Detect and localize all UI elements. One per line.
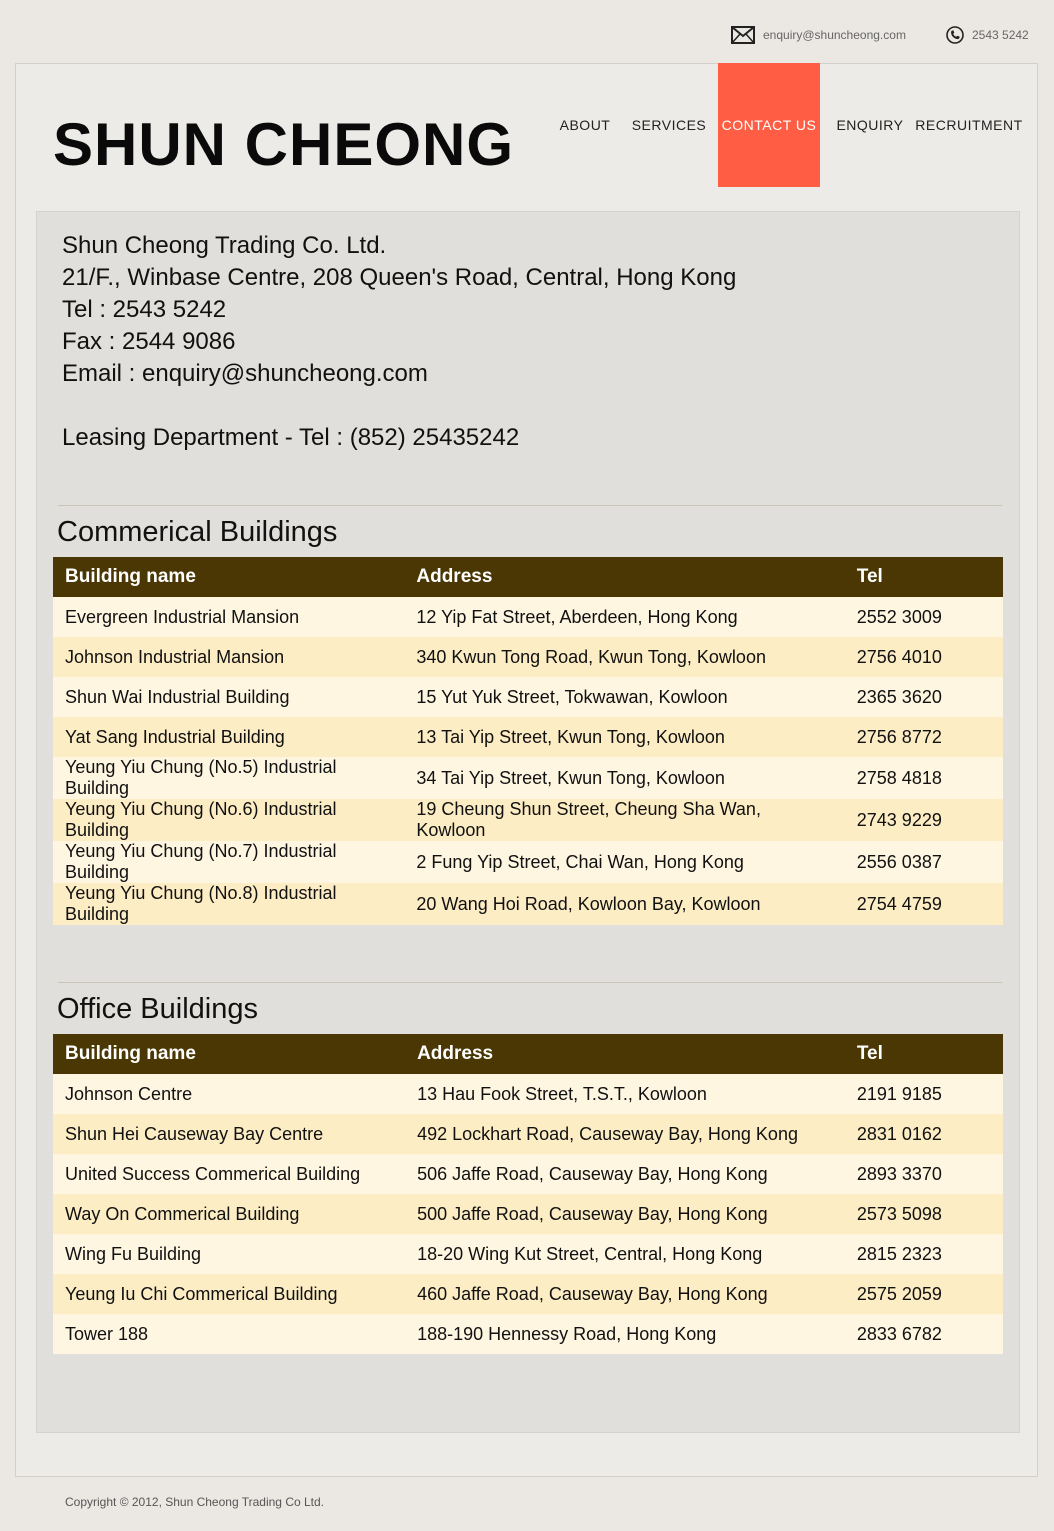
table-header-row — [53, 1034, 1003, 1074]
phone-icon — [946, 26, 964, 44]
company-fax: Fax : 2544 9086 — [62, 328, 236, 355]
table-row — [53, 1154, 1003, 1194]
col-building-name: Building name — [53, 1034, 405, 1074]
building-tel: 2831 0162 — [845, 1114, 1003, 1154]
table-row — [53, 757, 1003, 799]
site-logo[interactable]: SHUN CHEONG — [53, 111, 515, 178]
table-row — [53, 1234, 1003, 1274]
building-address: 492 Lockhart Road, Causeway Bay, Hong Kong — [405, 1114, 845, 1154]
building-tel: 2758 4818 — [845, 757, 1003, 799]
building-address: 19 Cheung Shun Street, Cheung Sha Wan, Kowloon — [404, 799, 844, 841]
building-name: Yeung Yiu Chung (No.7) Industrial Building — [53, 841, 404, 883]
section-divider — [58, 982, 1002, 983]
building-tel: 2756 8772 — [845, 717, 1003, 757]
building-name: Evergreen Industrial Mansion — [53, 597, 404, 637]
building-tel: 2552 3009 — [845, 597, 1003, 637]
table-row — [53, 799, 1003, 841]
nav-services[interactable]: SERVICES — [631, 117, 707, 133]
building-address: 460 Jaffe Road, Causeway Bay, Hong Kong — [405, 1274, 845, 1314]
top-phone[interactable] — [946, 26, 1029, 44]
nav-contact-us[interactable]: CONTACT US — [718, 63, 820, 187]
building-address: 2 Fung Yip Street, Chai Wan, Hong Kong — [404, 841, 844, 883]
col-address: Address — [405, 1034, 845, 1074]
table-row — [53, 1074, 1003, 1114]
nav-enquiry[interactable]: ENQUIRY — [836, 117, 904, 133]
main-nav — [0, 63, 1054, 187]
building-tel: 2365 3620 — [845, 677, 1003, 717]
building-name: Johnson Centre — [53, 1074, 405, 1114]
table-row — [53, 717, 1003, 757]
building-name: Shun Hei Causeway Bay Centre — [53, 1114, 405, 1154]
table-row — [53, 677, 1003, 717]
company-address: 21/F., Winbase Centre, 208 Queen's Road, Central, Hong Kong — [62, 264, 737, 291]
building-address: 18-20 Wing Kut Street, Central, Hong Kong — [405, 1234, 845, 1274]
building-tel: 2756 4010 — [845, 637, 1003, 677]
top-email[interactable] — [731, 26, 906, 44]
contact-info — [62, 230, 736, 454]
nav-recruitment[interactable]: RECRUITMENT — [915, 117, 1023, 133]
table-row — [53, 1194, 1003, 1234]
company-tel: Tel : 2543 5242 — [62, 296, 227, 323]
building-address: 12 Yip Fat Street, Aberdeen, Hong Kong — [404, 597, 844, 637]
building-name: Yeung Yiu Chung (No.6) Industrial Building — [53, 799, 404, 841]
building-name: Yeung Yiu Chung (No.5) Industrial Building — [53, 757, 404, 799]
building-tel: 2754 4759 — [845, 883, 1003, 925]
building-address: 188-190 Hennessy Road, Hong Kong — [405, 1314, 845, 1354]
table-row — [53, 1314, 1003, 1354]
building-name: Yeung Yiu Chung (No.8) Industrial Building — [53, 883, 404, 925]
building-name: United Success Commerical Building — [53, 1154, 405, 1194]
leasing-tel: Leasing Department - Tel : (852) 25435242 — [62, 424, 520, 451]
building-address: 13 Hau Fook Street, T.S.T., Kowloon — [405, 1074, 845, 1114]
building-tel: 2743 9229 — [845, 799, 1003, 841]
col-building-name: Building name — [53, 557, 404, 597]
copyright-footer: Copyright © 2012, Shun Cheong Trading Co Ltd. — [65, 1495, 325, 1509]
top-email-text: enquiry@shuncheong.com — [763, 28, 906, 42]
content-panel — [36, 211, 1020, 1433]
section-divider — [58, 505, 1002, 506]
building-address: 34 Tai Yip Street, Kwun Tong, Kowloon — [404, 757, 844, 799]
building-name: Wing Fu Building — [53, 1234, 405, 1274]
building-address: 15 Yut Yuk Street, Tokwawan, Kowloon — [404, 677, 844, 717]
building-tel: 2575 2059 — [845, 1274, 1003, 1314]
table-row — [53, 637, 1003, 677]
company-name: Shun Cheong Trading Co. Ltd. — [62, 232, 387, 259]
building-tel: 2815 2323 — [845, 1234, 1003, 1274]
building-tel: 2833 6782 — [845, 1314, 1003, 1354]
office-table — [53, 1034, 1003, 1354]
office-title: Office Buildings — [57, 993, 258, 1025]
building-name: Yat Sang Industrial Building — [53, 717, 404, 757]
building-address: 20 Wang Hoi Road, Kowloon Bay, Kowloon — [404, 883, 844, 925]
table-row — [53, 841, 1003, 883]
building-address: 13 Tai Yip Street, Kwun Tong, Kowloon — [404, 717, 844, 757]
building-address: 340 Kwun Tong Road, Kwun Tong, Kowloon — [404, 637, 844, 677]
building-address: 506 Jaffe Road, Causeway Bay, Hong Kong — [405, 1154, 845, 1194]
col-tel: Tel — [845, 1034, 1003, 1074]
building-tel: 2556 0387 — [845, 841, 1003, 883]
company-email[interactable]: Email : enquiry@shuncheong.com — [62, 360, 428, 387]
building-name: Johnson Industrial Mansion — [53, 637, 404, 677]
building-tel: 2191 9185 — [845, 1074, 1003, 1114]
table-row — [53, 1274, 1003, 1314]
envelope-icon — [731, 26, 755, 44]
table-row — [53, 597, 1003, 637]
building-name: Shun Wai Industrial Building — [53, 677, 404, 717]
building-tel: 2573 5098 — [845, 1194, 1003, 1234]
building-tel: 2893 3370 — [845, 1154, 1003, 1194]
table-row — [53, 883, 1003, 925]
table-header-row — [53, 557, 1003, 597]
building-address: 500 Jaffe Road, Causeway Bay, Hong Kong — [405, 1194, 845, 1234]
table-row — [53, 1114, 1003, 1154]
building-name: Yeung Iu Chi Commerical Building — [53, 1274, 405, 1314]
building-name: Way On Commerical Building — [53, 1194, 405, 1234]
nav-about[interactable]: ABOUT — [559, 117, 611, 133]
commercial-table — [53, 557, 1003, 925]
commercial-title: Commerical Buildings — [57, 516, 338, 548]
top-phone-text: 2543 5242 — [972, 28, 1029, 42]
building-name: Tower 188 — [53, 1314, 405, 1354]
col-tel: Tel — [845, 557, 1003, 597]
col-address: Address — [404, 557, 844, 597]
top-contact-bar — [0, 26, 1054, 46]
